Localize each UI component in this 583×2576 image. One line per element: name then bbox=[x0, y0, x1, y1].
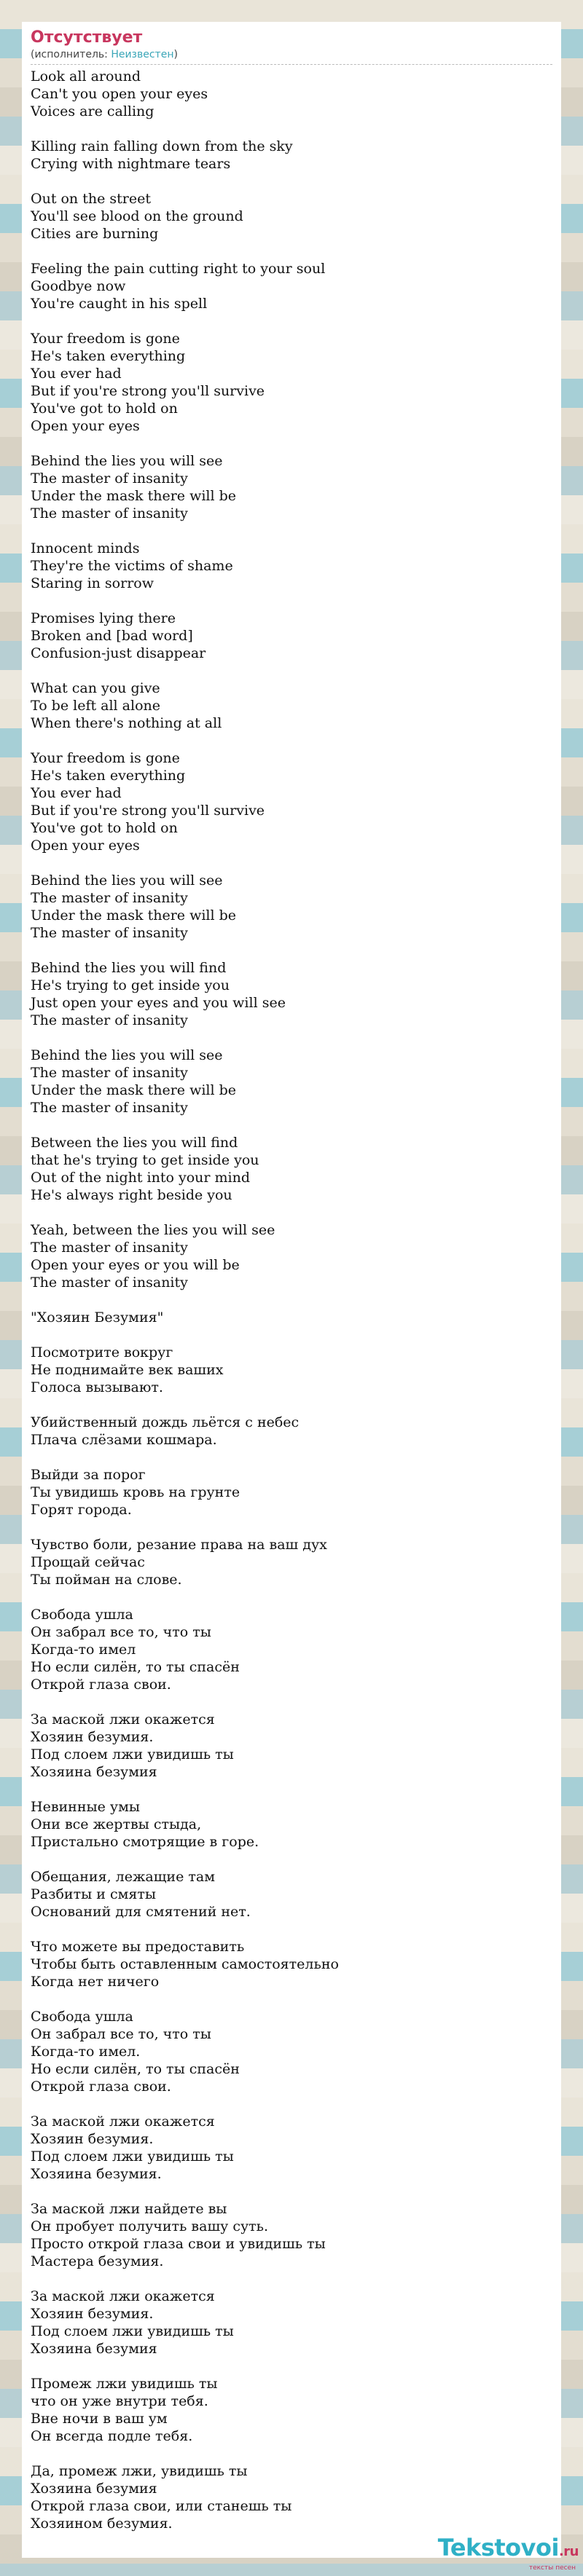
site-logo[interactable] bbox=[438, 2535, 579, 2572]
lyrics-line: To be left all alone bbox=[31, 698, 160, 714]
lyrics-line: что он уже внутри тебя. bbox=[31, 2393, 208, 2409]
lyrics-line: Чувство боли, резание права на ваш дух bbox=[31, 1537, 327, 1553]
lyrics-line: Не поднимайте век ваших bbox=[31, 1362, 224, 1378]
lyrics-line: He's taken everything bbox=[31, 348, 186, 364]
lyrics-stanza bbox=[31, 1466, 552, 1519]
lyrics-stanza bbox=[31, 2113, 552, 2183]
lyrics-line: Хозяин безумия. bbox=[31, 1729, 154, 1745]
lyrics-line: The master of insanity bbox=[31, 1065, 188, 1081]
lyrics-stanza bbox=[31, 610, 552, 662]
lyrics-line: The master of insanity bbox=[31, 925, 188, 941]
lyrics-line: Хозяин безумия. bbox=[31, 2306, 154, 2322]
lyrics-stanza bbox=[31, 959, 552, 1029]
lyrics-line: За маской лжи окажется bbox=[31, 1712, 215, 1728]
lyrics-line: Что можете вы предоставить bbox=[31, 1939, 245, 1955]
lyrics-line: Innocent minds bbox=[31, 540, 140, 556]
lyrics-line: Under the mask there will be bbox=[31, 1082, 237, 1098]
lyrics-line: Открой глаза свои. bbox=[31, 1677, 171, 1693]
lyrics-line: "Хозяин Безумия" bbox=[31, 1309, 164, 1326]
lyrics-line: Your freedom is gone bbox=[31, 750, 180, 766]
lyrics-line: Your freedom is gone bbox=[31, 331, 180, 347]
lyrics-line: Хозяин безумия. bbox=[31, 2131, 154, 2147]
lyrics-line: Обещания, лежащие там bbox=[31, 1869, 215, 1885]
lyrics-line: Плача слёзами кошмара. bbox=[31, 1432, 217, 1448]
lyrics-stanza bbox=[31, 452, 552, 522]
logo-tagline: тексты песен bbox=[528, 2564, 576, 2572]
lyrics-line: He's trying to get inside you bbox=[31, 977, 230, 993]
lyrics-stanza bbox=[31, 1606, 552, 1693]
lyrics-line: Behind the lies you will see bbox=[31, 873, 223, 889]
lyrics-line: Broken and [bad word] bbox=[31, 628, 193, 644]
lyrics-line: He's taken everything bbox=[31, 768, 186, 784]
lyrics-line: Свобода ушла bbox=[31, 1607, 133, 1623]
lyrics-line: The master of insanity bbox=[31, 890, 188, 906]
lyrics-line: Out on the street bbox=[31, 191, 151, 207]
lyrics-line: Когда-то имел. bbox=[31, 2044, 141, 2060]
lyrics-line: Can't you open your eyes bbox=[31, 86, 208, 102]
lyrics-line: Он забрал все то, что ты bbox=[31, 2026, 211, 2042]
lyrics-line: Пристально смотрящие в горе. bbox=[31, 1834, 259, 1850]
lyrics-line: You've got to hold on bbox=[31, 820, 178, 836]
lyrics-stanza bbox=[31, 1047, 552, 1116]
lyrics-line: Голоса вызывают. bbox=[31, 1379, 163, 1395]
lyrics-line: Cities are burning bbox=[31, 226, 159, 242]
lyrics-line: Crying with nightmare tears bbox=[31, 156, 231, 172]
lyrics-line: Убийственный дождь льётся с небес bbox=[31, 1414, 300, 1430]
lyrics-line: Но если силён, то ты спасён bbox=[31, 1659, 240, 1675]
lyrics-line: The master of insanity bbox=[31, 505, 188, 521]
lyrics-stanza bbox=[31, 330, 552, 435]
lyrics-line: Прощай сейчас bbox=[31, 1554, 145, 1570]
lyrics-line: Свобода ушла bbox=[31, 2009, 133, 2025]
lyrics-line: Хозяином безумия. bbox=[31, 2516, 173, 2532]
lyrics-line: Between the lies you will find bbox=[31, 1135, 238, 1151]
lyrics-line: Разбиты и смяты bbox=[31, 1886, 156, 1902]
lyrics-line: Out of the night into your mind bbox=[31, 1170, 250, 1186]
lyrics-line: Посмотрите вокруг bbox=[31, 1344, 173, 1360]
lyrics-stanza bbox=[31, 749, 552, 854]
lyrics-line: You'll see blood on the ground bbox=[31, 208, 243, 224]
lyrics-line: Under the mask there will be bbox=[31, 907, 237, 923]
lyrics-line: Хозяина безумия bbox=[31, 2481, 157, 2497]
lyrics-line: Под слоем лжи увидишь ты bbox=[31, 2323, 234, 2339]
lyrics-stanza bbox=[31, 2462, 552, 2532]
lyrics-line: You ever had bbox=[31, 366, 122, 382]
lyrics-body bbox=[31, 68, 552, 2532]
logo-name: Tekstovoi bbox=[437, 2534, 559, 2561]
lyrics-line: But if you're strong you'll survive bbox=[31, 803, 265, 819]
lyrics-stanza bbox=[31, 680, 552, 732]
lyrics-line: Look all around bbox=[31, 68, 141, 84]
lyrics-line: Behind the lies you will find bbox=[31, 960, 227, 976]
lyrics-line: The master of insanity bbox=[31, 1240, 188, 1256]
lyrics-stanza bbox=[31, 68, 552, 120]
lyrics-stanza bbox=[31, 1938, 552, 1990]
lyrics-line: За маской лжи найдете вы bbox=[31, 2201, 227, 2217]
song-title: Отсутствует bbox=[31, 28, 143, 47]
lyrics-line: Confusion-just disappear bbox=[31, 645, 206, 661]
lyrics-stanza bbox=[31, 2200, 552, 2270]
lyrics-stanza bbox=[31, 1868, 552, 1921]
performer-suffix: ) bbox=[173, 49, 178, 60]
lyrics-stanza bbox=[31, 2375, 552, 2445]
lyrics-line: Открой глаза свои. bbox=[31, 2079, 171, 2095]
lyrics-line: The master of insanity bbox=[31, 1275, 188, 1291]
lyrics-stanza bbox=[31, 540, 552, 592]
lyrics-line: Они все жертвы стыда, bbox=[31, 1816, 202, 1832]
lyrics-line: Выйди за порог bbox=[31, 1467, 146, 1483]
lyrics-stanza bbox=[31, 1414, 552, 1449]
lyrics-stanza bbox=[31, 2288, 552, 2358]
lyrics-line: Когда-то имел bbox=[31, 1642, 136, 1658]
lyrics-line: Staring in sorrow bbox=[31, 575, 154, 591]
lyrics-line: The master of insanity bbox=[31, 1100, 188, 1116]
lyrics-line: The master of insanity bbox=[31, 1012, 188, 1028]
lyrics-line: Under the mask there will be bbox=[31, 488, 237, 504]
lyrics-line: You ever had bbox=[31, 785, 122, 801]
lyrics-line: He's always right beside you bbox=[31, 1187, 232, 1203]
lyrics-stanza bbox=[31, 1309, 552, 1326]
lyrics-line: Behind the lies you will see bbox=[31, 1047, 223, 1063]
lyrics-line: Под слоем лжи увидишь ты bbox=[31, 2148, 234, 2165]
lyrics-line: The master of insanity bbox=[31, 470, 188, 487]
lyrics-line: Open your eyes bbox=[31, 418, 140, 434]
lyrics-line: Хозяина безумия. bbox=[31, 2166, 162, 2182]
lyrics-line: Open your eyes or you will be bbox=[31, 1257, 240, 1273]
logo-tld: .ru bbox=[558, 2544, 579, 2559]
lyrics-line: Feeling the pain cutting right to your soul bbox=[31, 261, 326, 277]
lyrics-line: Мастера безумия. bbox=[31, 2253, 164, 2269]
lyrics-line: When there's nothing at all bbox=[31, 715, 222, 731]
lyrics-line: Он пробует получить вашу суть. bbox=[31, 2218, 269, 2234]
lyrics-stanza bbox=[31, 1711, 552, 1781]
lyrics-stanza bbox=[31, 190, 552, 243]
lyrics-line: Он всегда подле тебя. bbox=[31, 2428, 193, 2444]
lyrics-line: Хозяина безумия bbox=[31, 2341, 157, 2357]
performer-link[interactable]: Неизвестен bbox=[111, 49, 174, 60]
lyrics-line: Promises lying there bbox=[31, 610, 176, 626]
lyrics-line: What can you give bbox=[31, 680, 160, 696]
lyrics-line: Промеж лжи увидишь ты bbox=[31, 2376, 218, 2392]
lyrics-line: Voices are calling bbox=[31, 103, 154, 119]
lyrics-stanza bbox=[31, 2008, 552, 2095]
lyrics-line: Когда нет ничего bbox=[31, 1974, 160, 1990]
lyrics-line: Ты пойман на слове. bbox=[31, 1572, 182, 1588]
lyrics-stanza bbox=[31, 260, 552, 312]
lyrics-line: Оснований для смятений нет. bbox=[31, 1904, 251, 1920]
lyrics-line: Но если силён, то ты спасён bbox=[31, 2061, 240, 2077]
lyrics-stanza bbox=[31, 1221, 552, 1291]
lyrics-line: Просто открой глаза свои и увидишь ты bbox=[31, 2236, 326, 2252]
lyrics-line: Чтобы быть оставленным самостоятельно bbox=[31, 1956, 339, 1972]
lyrics-stanza bbox=[31, 1536, 552, 1588]
lyrics-line: They're the victims of shame bbox=[31, 558, 233, 574]
lyrics-stanza bbox=[31, 1798, 552, 1851]
lyrics-line: Он забрал все то, что ты bbox=[31, 1624, 211, 1640]
lyrics-line: Goodbye now bbox=[31, 278, 126, 294]
lyrics-line: За маской лжи окажется bbox=[31, 2114, 215, 2130]
lyrics-line: Под слоем лжи увидишь ты bbox=[31, 1746, 234, 1762]
title-divider bbox=[31, 64, 552, 65]
lyrics-line: You're caught in his spell bbox=[31, 296, 208, 312]
lyrics-line: Да, промеж лжи, увидишь ты bbox=[31, 2463, 248, 2479]
lyrics-line: Yeah, between the lies you will see bbox=[31, 1222, 275, 1238]
lyrics-line: Ты увидишь кровь на грунте bbox=[31, 1484, 240, 1500]
lyrics-line: Горят города. bbox=[31, 1502, 132, 1518]
lyrics-line: Невинные умы bbox=[31, 1799, 140, 1815]
performer-line bbox=[31, 48, 552, 61]
performer-prefix: (исполнитель: bbox=[31, 49, 111, 60]
lyrics-line: Хозяина безумия bbox=[31, 1764, 157, 1780]
lyrics-line: Behind the lies you will see bbox=[31, 453, 223, 469]
lyrics-card bbox=[22, 22, 561, 2558]
lyrics-line: You've got to hold on bbox=[31, 401, 178, 417]
lyrics-line: Открой глаза свои, или станешь ты bbox=[31, 2498, 292, 2514]
lyrics-stanza bbox=[31, 1344, 552, 1396]
lyrics-line: За маской лжи окажется bbox=[31, 2288, 215, 2304]
lyrics-line: Just open your eyes and you will see bbox=[31, 995, 286, 1011]
lyrics-stanza bbox=[31, 138, 552, 173]
lyrics-line: Вне ночи в ваш ум bbox=[31, 2411, 168, 2427]
lyrics-line: that he's trying to get inside you bbox=[31, 1152, 259, 1168]
lyrics-stanza bbox=[31, 872, 552, 942]
lyrics-stanza bbox=[31, 1134, 552, 1204]
lyrics-line: But if you're strong you'll survive bbox=[31, 383, 265, 399]
lyrics-line: Killing rain falling down from the sky bbox=[31, 138, 293, 154]
lyrics-line: Open your eyes bbox=[31, 838, 140, 854]
